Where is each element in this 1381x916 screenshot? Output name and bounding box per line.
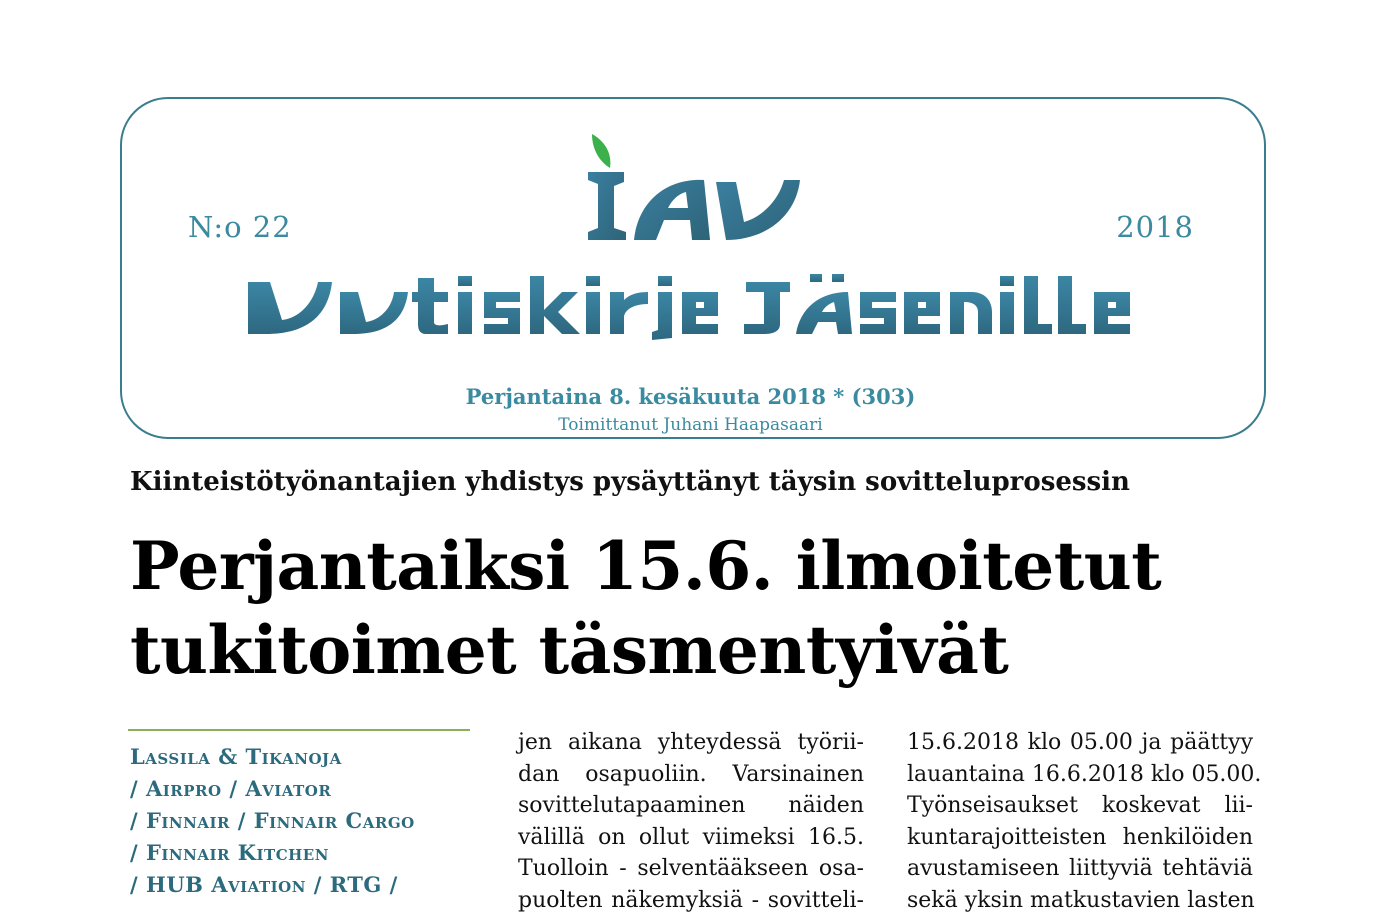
companies-line: / Finnair Kitchen — [130, 837, 480, 869]
headline-line: tukitoimet täsmentyivät — [130, 608, 1280, 692]
article-column-2 — [518, 727, 864, 916]
companies-line: / Airpro / Aviator — [130, 773, 480, 805]
body-line: 15.6.2018 klo 05.00 ja päättyy — [907, 727, 1253, 759]
article-kicker: Kiinteistötyönantajien yhdistys pysäyttänyt täysin sovitteluprosessin — [130, 467, 1250, 497]
article-column-3 — [907, 727, 1253, 916]
issue-year: 2018 — [1116, 210, 1194, 244]
section-divider — [128, 729, 470, 731]
article-headline — [130, 524, 1280, 692]
body-line: puolten näkemyksiä - sovitteli- — [518, 885, 864, 916]
body-line: avustamiseen liittyviä tehtäviä — [907, 853, 1253, 885]
companies-line: / HUB Aviation / RTG / — [130, 869, 480, 901]
iau-logo-icon — [586, 132, 802, 244]
body-line: lauantaina 16.6.2018 klo 05.00. — [907, 759, 1253, 791]
body-line: sekä yksin matkustavien lasten — [907, 885, 1253, 916]
body-line: Työnseisaukset koskevat lii- — [907, 790, 1253, 822]
newsletter-nameplate — [248, 268, 1140, 340]
companies-line: / Finnair / Finnair Cargo — [130, 805, 480, 837]
issue-date-line: Perjantaina 8. kesäkuuta 2018 * (303) — [0, 384, 1381, 409]
headline-line: Perjantaiksi 15.6. ilmoitetut — [130, 524, 1280, 608]
body-line: kuntarajoitteisten henkilöiden — [907, 822, 1253, 854]
body-line: jen aikana yhteydessä työrii- — [518, 727, 864, 759]
body-line: välillä on ollut viimeksi 16.5. — [518, 822, 864, 854]
body-line: sovittelutapaaminen näiden — [518, 790, 864, 822]
body-line: dan osapuoliin. Varsinainen — [518, 759, 864, 791]
body-line: Tuolloin - selventääkseen osa- — [518, 853, 864, 885]
issue-number: N:o 22 — [188, 210, 292, 244]
editor-credit: Toimittanut Juhani Haapasaari — [0, 415, 1381, 435]
companies-list — [130, 741, 480, 901]
companies-line: Lassila & Tikanoja — [130, 741, 480, 773]
